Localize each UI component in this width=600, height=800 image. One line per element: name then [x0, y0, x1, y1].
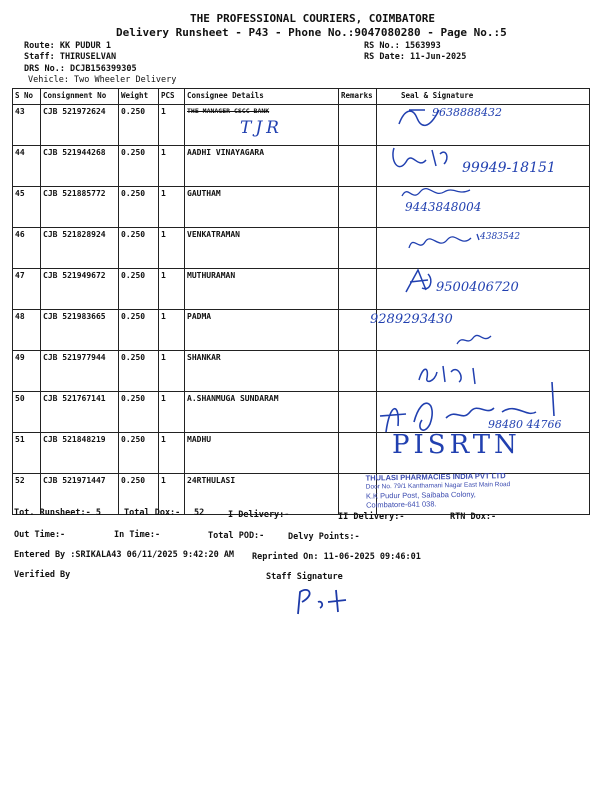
- col-remarks: Remarks: [339, 89, 377, 105]
- cell-weight: 0.250: [119, 433, 159, 474]
- cell-consignment: CJB 521983665: [41, 310, 119, 351]
- cell-consignment: CJB 521977944: [41, 351, 119, 392]
- col-pcs: PCS: [159, 89, 185, 105]
- staff-signature-label: Staff Signature: [266, 572, 343, 582]
- table-row: [13, 187, 590, 228]
- cell-consignee: A.SHANMUGA SUNDARAM: [185, 392, 339, 433]
- cell-remarks: [339, 269, 377, 310]
- col-weight: Weight: [119, 89, 159, 105]
- i-delivery: I Delivery:-: [228, 510, 290, 520]
- cell-remarks: [339, 228, 377, 269]
- cell-sno: 45: [13, 187, 41, 228]
- signature-scribble: [388, 140, 468, 176]
- table-header-row: [13, 89, 590, 105]
- table-row: [13, 105, 590, 146]
- reprinted-on: Reprinted On: 11-06-2025 09:46:01: [252, 552, 421, 562]
- cell-remarks: [339, 146, 377, 187]
- entered-by: Entered By :SRIKALA43 06/11/2025 9:42:20 AM: [14, 550, 235, 560]
- staff-signature: [292, 584, 352, 618]
- cell-weight: 0.250: [119, 310, 159, 351]
- cell-sno: 49: [13, 351, 41, 392]
- cell-consignment: CJB 521944268: [41, 146, 119, 187]
- cell-sno: 51: [13, 433, 41, 474]
- stamp-line: K.K Pudur Post, Saibaba Colony,: [365, 489, 476, 501]
- cell-pcs: 1: [159, 351, 185, 392]
- cell-sno: 47: [13, 269, 41, 310]
- cell-weight: 0.250: [119, 269, 159, 310]
- cell-sno: 48: [13, 310, 41, 351]
- cell-consignment: CJB 521971447: [41, 474, 119, 515]
- signature-scribble: [455, 332, 495, 348]
- tot-runsheet: Tot. Runsheet:- 5: [14, 508, 101, 518]
- handwritten-phone: 9500406720: [436, 280, 519, 295]
- route-label: Route: KK PUDUR 1: [24, 41, 111, 51]
- cell-pcs: 1: [159, 105, 185, 146]
- cell-consignee: GAUTHAM: [185, 187, 339, 228]
- in-time: In Time:-: [114, 530, 161, 540]
- handwritten-initials: TJR: [240, 118, 283, 138]
- handwritten-phone: 99949-18151: [462, 160, 556, 176]
- cell-remarks: [339, 187, 377, 228]
- handwritten-mark: PISRTN: [392, 430, 521, 460]
- cell-weight: 0.250: [119, 474, 159, 515]
- handwritten-phone: 9638888432: [432, 106, 502, 119]
- cell-pcs: 1: [159, 269, 185, 310]
- company-title: THE PROFESSIONAL COURIERS, COIMBATORE: [190, 12, 436, 25]
- cell-consignment: CJB 521885772: [41, 187, 119, 228]
- stamp-line: Coimbatore-641 038.: [365, 499, 437, 510]
- verified-by: Verified By: [14, 570, 71, 580]
- rs-number: RS No.: 1563993: [364, 41, 441, 51]
- cell-pcs: 1: [159, 146, 185, 187]
- cell-remarks: [339, 351, 377, 392]
- total-dox-label: Total Dox:-: [124, 508, 181, 518]
- cell-consignee: VENKATRAMAN: [185, 228, 339, 269]
- cell-sno: 52: [13, 474, 41, 515]
- cell-sno: 43: [13, 105, 41, 146]
- cell-consignment: CJB 521848219: [41, 433, 119, 474]
- cell-weight: 0.250: [119, 351, 159, 392]
- rtn-dox: RTN Dox:-: [450, 512, 497, 522]
- cell-pcs: 1: [159, 310, 185, 351]
- cell-consignee: THE MANAGER CSCC BANK: [185, 105, 339, 146]
- col-sno: S No: [13, 89, 41, 105]
- total-dox-value: 52: [194, 508, 205, 518]
- col-seal-signature: Seal & Signature: [377, 89, 590, 105]
- stamp-line: Door No. 79/1 Kanthamani Nagar East Main Road: [365, 481, 511, 491]
- runsheet-subtitle: Delivery Runsheet - P43 - Phone No.:9047080280 - Page No.:5: [116, 26, 507, 39]
- col-consignment: Consignment No: [41, 89, 119, 105]
- signature-scribble: [400, 266, 440, 296]
- cell-weight: 0.250: [119, 105, 159, 146]
- handwritten-phone: 4383542: [480, 232, 521, 242]
- drs-number: DRS No.: DCJB156399305: [24, 64, 137, 74]
- handwritten-phone: 98480 44766: [488, 418, 562, 431]
- cell-pcs: 1: [159, 433, 185, 474]
- cell-consignee: SHANKAR: [185, 351, 339, 392]
- cell-consignee: AADHI VINAYAGARA: [185, 146, 339, 187]
- col-consignee: Consignee Details: [185, 89, 339, 105]
- cell-remarks: [339, 105, 377, 146]
- rs-date: RS Date: 11-Jun-2025: [364, 52, 467, 62]
- cell-consignee: MUTHURAMAN: [185, 269, 339, 310]
- handwritten-phone: 9289293430: [370, 312, 453, 327]
- delvy-points: Delvy Points:-: [288, 532, 360, 542]
- cell-consignee: PADMA: [185, 310, 339, 351]
- cell-consignee: MADHU: [185, 433, 339, 474]
- cell-pcs: 1: [159, 228, 185, 269]
- cell-sno: 46: [13, 228, 41, 269]
- cell-consignment: CJB 521949672: [41, 269, 119, 310]
- cell-consignee: 24RTHULASI: [185, 474, 339, 515]
- cell-consignment: CJB 521767141: [41, 392, 119, 433]
- cell-sno: 44: [13, 146, 41, 187]
- cell-consignment: CJB 521972624: [41, 105, 119, 146]
- vehicle-label: Vehicle: Two Wheeler Delivery: [28, 75, 177, 85]
- cell-remarks: [339, 392, 377, 433]
- staff-label: Staff: THIRUSELVAN: [24, 52, 117, 62]
- cell-consignment: CJB 521828924: [41, 228, 119, 269]
- handwritten-phone: 9443848004: [405, 200, 482, 214]
- stamp-line: THULASI PHARMACIES INDIA PVT LTD: [365, 471, 506, 483]
- cell-weight: 0.250: [119, 187, 159, 228]
- out-time: Out Time:-: [14, 530, 66, 540]
- table-row: [13, 310, 590, 351]
- cell-weight: 0.250: [119, 146, 159, 187]
- cell-pcs: 1: [159, 187, 185, 228]
- cell-weight: 0.250: [119, 228, 159, 269]
- cell-sno: 50: [13, 392, 41, 433]
- cell-pcs: 1: [159, 474, 185, 515]
- cell-pcs: 1: [159, 392, 185, 433]
- cell-weight: 0.250: [119, 392, 159, 433]
- cell-remarks: [339, 433, 377, 474]
- ii-delivery: II Delivery:-: [338, 512, 405, 522]
- total-pod: Total POD:-: [208, 531, 265, 541]
